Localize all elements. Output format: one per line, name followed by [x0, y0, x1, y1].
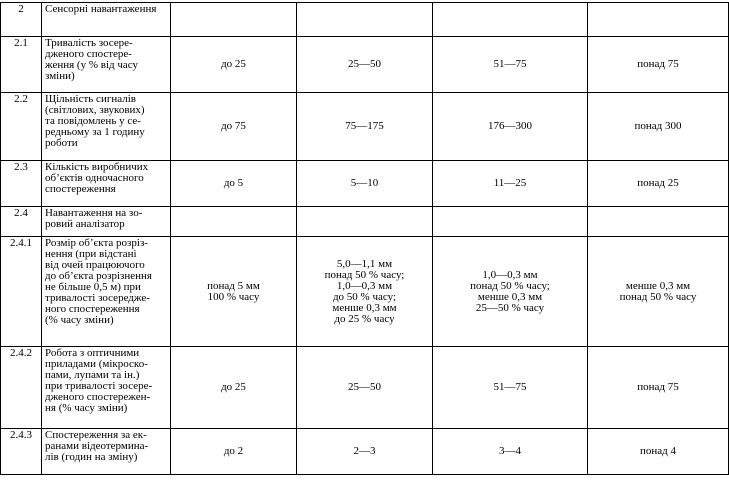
- value-cell: 51—75: [433, 37, 588, 93]
- value-cell: до 2: [171, 429, 297, 475]
- value-cell: 75—175: [297, 93, 433, 161]
- value-cell: понад 4: [588, 429, 729, 475]
- table-row: [1, 347, 729, 429]
- value-cell: [297, 207, 433, 237]
- value-cell: до 25: [171, 347, 297, 429]
- value-cell: до 25: [171, 37, 297, 93]
- table-row: [1, 207, 729, 237]
- value-cell: понад 300: [588, 93, 729, 161]
- value-cell: 5,0—1,1 мм понад 50 % часу; 1,0—0,3 мм до 50 % часу; менше 0,3 мм до 25 % часу: [297, 237, 433, 347]
- value-cell: понад 25: [588, 161, 729, 207]
- value-cell: 1,0—0,3 мм понад 50 % часу; менше 0,3 мм 25—50 % часу: [433, 237, 588, 347]
- value-cell: понад 75: [588, 37, 729, 93]
- indicator-name: Щільність сигналів (світлових, звукових) та повідомлень у се- редньому за 1 годину роботи: [42, 93, 171, 161]
- table-row: [1, 93, 729, 161]
- value-cell: понад 5 мм 100 % часу: [171, 237, 297, 347]
- table-row: [1, 429, 729, 475]
- value-cell: 2—3: [297, 429, 433, 475]
- indicator-name: Робота з оптичними приладами (мікроско- пами, лупами та ін.) при тривалості зосере- дженого спостережен- ня (% часу зміни): [42, 347, 171, 429]
- indicator-name: Навантаження на зо- ровий аналізатор: [42, 207, 171, 237]
- table-row: [1, 3, 729, 37]
- table-row: [1, 161, 729, 207]
- row-number: 2.1: [1, 37, 42, 93]
- indicator-name: Тривалість зосере- дженого спостере- ження (у % від часу зміни): [42, 37, 171, 93]
- value-cell: [433, 207, 588, 237]
- value-cell: 11—25: [433, 161, 588, 207]
- row-number: 2.3: [1, 161, 42, 207]
- value-cell: 5—10: [297, 161, 433, 207]
- row-number: 2: [1, 3, 42, 37]
- value-cell: до 75: [171, 93, 297, 161]
- value-cell: [171, 3, 297, 37]
- row-number: 2.4: [1, 207, 42, 237]
- table-row: [1, 37, 729, 93]
- value-cell: [433, 3, 588, 37]
- row-number: 2.2: [1, 93, 42, 161]
- value-cell: [171, 207, 297, 237]
- value-cell: [297, 3, 433, 37]
- value-cell: 25—50: [297, 37, 433, 93]
- sensory-load-table: [0, 2, 729, 475]
- indicator-name: Сенсорні навантаження: [42, 3, 171, 37]
- value-cell: 25—50: [297, 347, 433, 429]
- row-number: 2.4.2: [1, 347, 42, 429]
- value-cell: менше 0,3 мм понад 50 % часу: [588, 237, 729, 347]
- indicator-name: Розмір об’єкта розріз- нення (при відстані від очей працюючого до об’єкта розрізнення не більше 0,5 м) при тривалості зосередже- ного спостереження (% часу зміни): [42, 237, 171, 347]
- row-number: 2.4.1: [1, 237, 42, 347]
- value-cell: 3—4: [433, 429, 588, 475]
- value-cell: [588, 3, 729, 37]
- table-row: [1, 237, 729, 347]
- value-cell: [588, 207, 729, 237]
- value-cell: понад 75: [588, 347, 729, 429]
- value-cell: 176—300: [433, 93, 588, 161]
- row-number: 2.4.3: [1, 429, 42, 475]
- value-cell: до 5: [171, 161, 297, 207]
- value-cell: 51—75: [433, 347, 588, 429]
- indicator-name: Спостереження за ек- ранами відеотермина- лів (годин на зміну): [42, 429, 171, 475]
- indicator-name: Кількість виробничих об’єктів одночасного спостереження: [42, 161, 171, 207]
